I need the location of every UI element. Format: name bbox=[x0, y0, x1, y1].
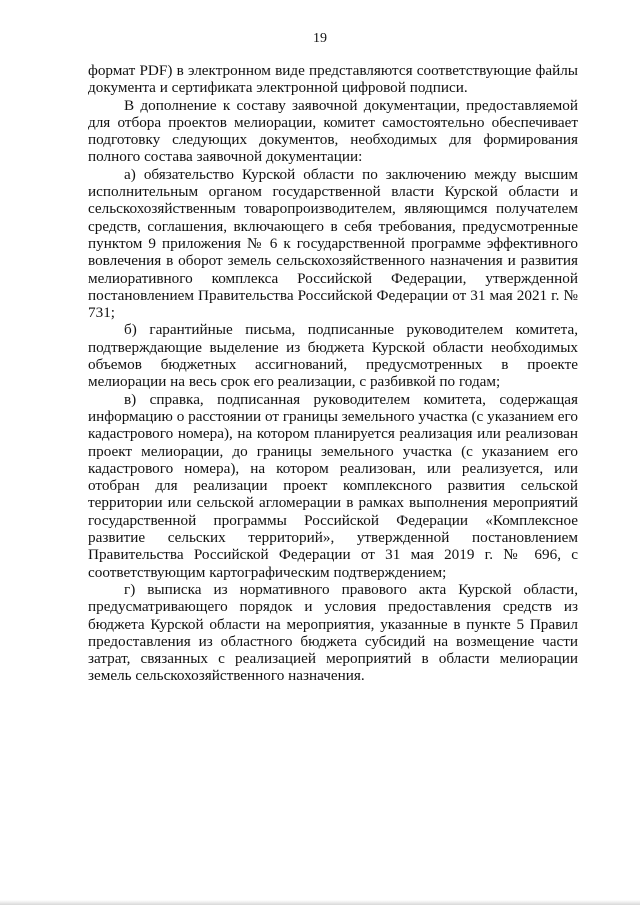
paragraph-item-g: г) выписка из нормативного правового акта Курской области, предусматривающего порядок и условия предоставления средств из бюджета Курской области на мероприятия, указанные в пункте 5 Правил предоставления из областного бюджета субсидий на возмещение части затрат, связанных с реализацией мероприятий в области мелиорации земель сельскохозяйственного назначения. bbox=[88, 580, 578, 685]
paragraph-item-v: в) справка, подписанная руководителем комитета, содержащая информацию о расстоянии от границы земельного участка (с указанием его кадастрового номера), на котором планируется реализация или реализован проект мелиорации, до границы земельного участка (с указанием его кадастрового номера), на котором реализован, или реализуется, или отобран для реализации проект комплексного развития сельской территории или сельской агломерации в рамках выполнения мероприятий государственной программы Российской Федерации «Комплексное развитие сельских территорий», утвержденной постановлением Правительства Российской Федерации от 31 мая 2019 г. № 696, с соответствующим картографическим подтверждением; bbox=[88, 390, 578, 581]
paragraph-item-b: б) гарантийные письма, подписанные руководителем комитета, подтверждающие выделение из бюджета Курской области необходимых объемов бюджетных ассигнований, предусмотренных в проекте мелиорации на весь срок его реализации, с разбивкой по годам; bbox=[88, 321, 578, 391]
paragraph-item-a: а) обязательство Курской области по заключению между высшим исполнительным органом государственной власти Курской области и сельскохозяйственным товаропроизводителем, являющимся получателем средств, соглашения, включающего в себя требования, предусмотренные пунктом 9 приложения № 6 к государственной программе эффективного вовлечения в оборот земель сельскохозяйственного назначения и развития мелиоративного комплекса Российской Федерации, утвержденной постановлением Правительства Российской Федерации от 31 мая 2021 г. № 731; bbox=[88, 165, 578, 322]
document-body bbox=[88, 62, 578, 685]
scan-edge bbox=[0, 900, 640, 905]
page-number: 19 bbox=[313, 31, 327, 46]
paragraph-intro: В дополнение к составу заявочной документации, предоставляемой для отбора проектов мелиорации, комитет самостоятельно обеспечивает подготовку следующих документов, необходимых для формирования полного состава заявочной документации: bbox=[88, 96, 578, 166]
paragraph-continuation: формат PDF) в электронном виде представляются соответствующие файлы документа и сертификата электронной цифровой подписи. bbox=[88, 62, 578, 97]
